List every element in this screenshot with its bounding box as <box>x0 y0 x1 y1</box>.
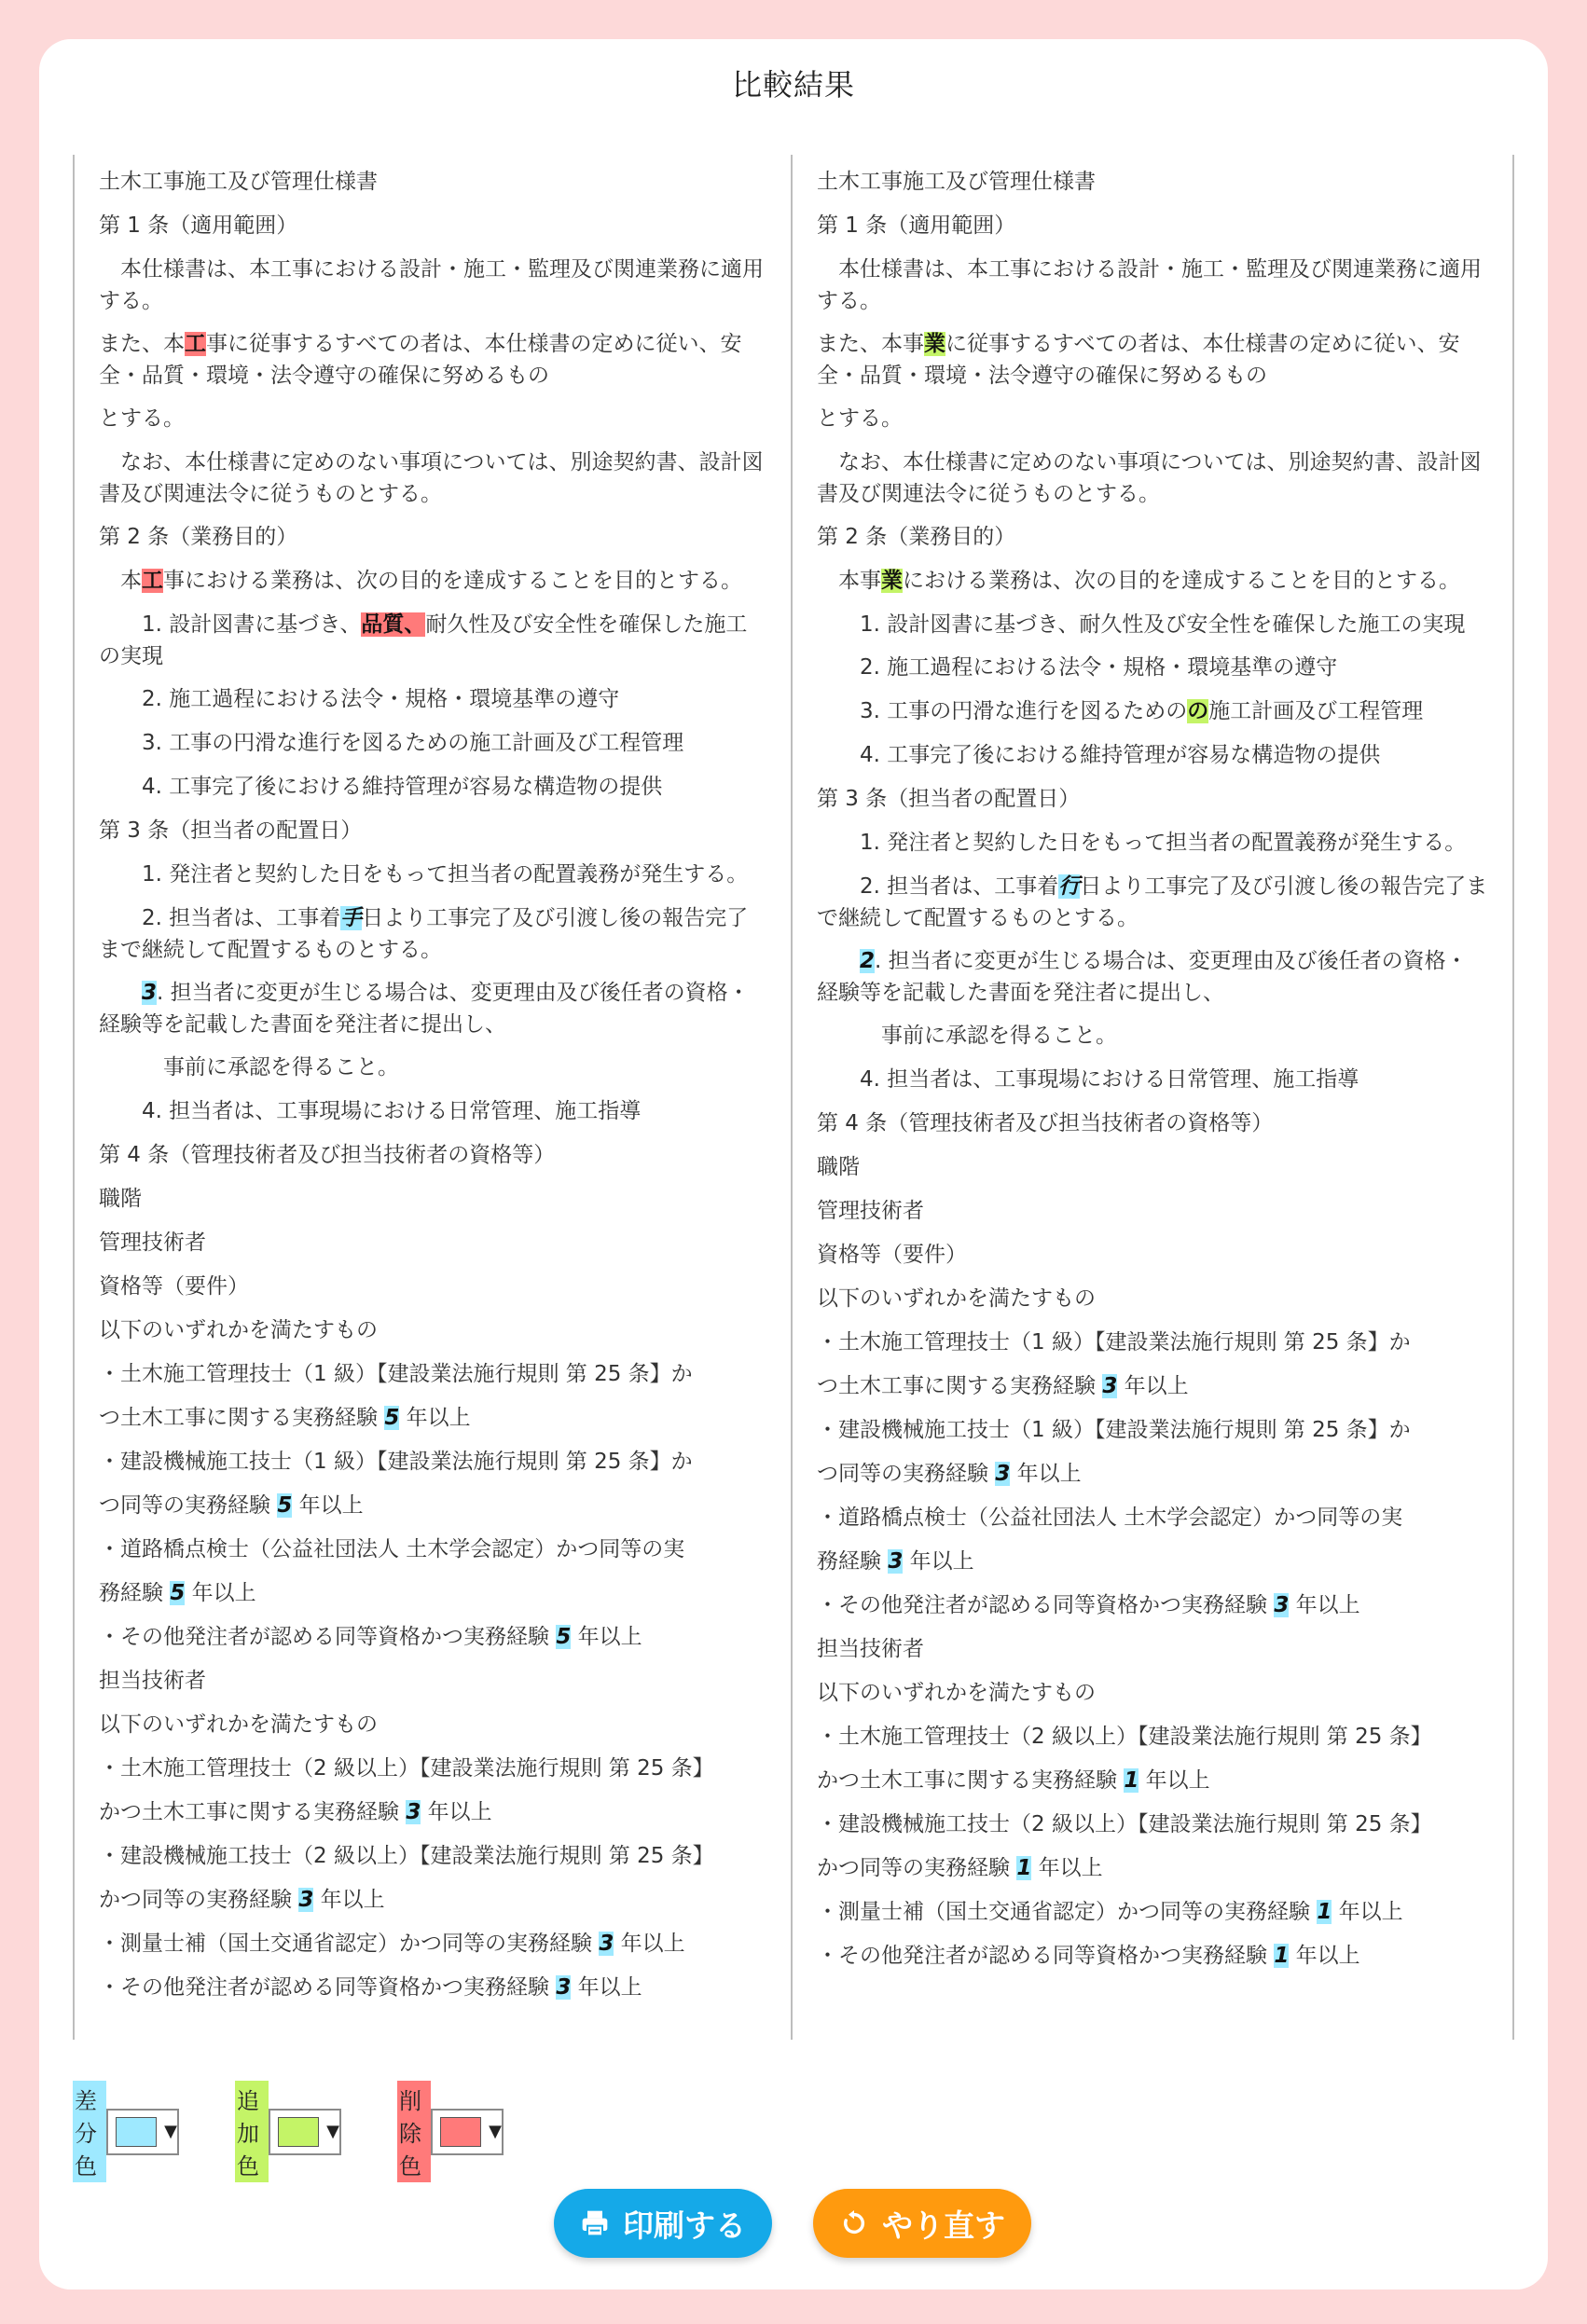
text-segment: 年以上 <box>1332 1900 1403 1924</box>
result-card <box>39 39 1548 2290</box>
text-line <box>99 1840 766 1872</box>
text-segment: 2. 施工過程における法令・規格・環境基準の遵守 <box>99 687 620 711</box>
text-segment: 務経験 <box>817 1549 889 1574</box>
text-line <box>99 521 766 553</box>
text-segment: 4. 工事完了後における維持管理が容易な構造物の提供 <box>99 775 663 799</box>
diff-highlight: 5 <box>384 1406 400 1430</box>
text-segment: 第 2 条（業務目的） <box>99 525 298 549</box>
text-line <box>99 1884 766 1916</box>
text-segment: 年以上 <box>313 1888 385 1912</box>
text-line <box>817 166 1488 198</box>
text-line <box>99 902 766 966</box>
text-line <box>99 1314 766 1346</box>
text-line <box>99 1533 766 1565</box>
text-segment: 4. 工事完了後における維持管理が容易な構造物の提供 <box>817 743 1381 767</box>
text-segment: 管理技術者 <box>99 1231 206 1255</box>
text-segment: 第 1 条（適用範囲） <box>99 213 298 238</box>
text-segment: ・道路橋点検士（公益社団法人 土木学会認定）かつ同等の実 <box>817 1506 1403 1530</box>
text-segment: 2. 担当者は、工事着 <box>817 874 1059 899</box>
diff-highlight: 1 <box>1016 1856 1032 1880</box>
text-line <box>817 1195 1488 1227</box>
text-line <box>817 783 1488 815</box>
text-line <box>817 1546 1488 1577</box>
text-segment: . 担当者に変更が生じる場合は、変更理由及び後任者の資格・経験等を記載した書面を発注者に提出し、 <box>99 981 750 1037</box>
text-segment: 土木工事施工及び管理仕様書 <box>817 170 1096 194</box>
text-line <box>99 1095 766 1127</box>
text-line <box>99 1490 766 1521</box>
text-segment: 本仕様書は、本工事における設計・施工・監理及び関連業務に適用する。 <box>817 257 1482 313</box>
text-line <box>817 1064 1488 1095</box>
text-segment: 1. 設計図書に基づき、 <box>99 612 362 637</box>
text-line <box>99 1972 766 2003</box>
text-line <box>817 1414 1488 1446</box>
page-title: 比較結果 <box>731 67 855 103</box>
text-segment: 1. 発注者と契約した日をもって担当者の配置義務が発生する。 <box>99 862 749 887</box>
text-segment: ・その他発注者が認める同等資格かつ実務経験 <box>817 1944 1275 1968</box>
text-line <box>99 1402 766 1434</box>
text-line <box>817 1896 1488 1928</box>
text-segment: 土木工事施工及び管理仕様書 <box>99 170 378 194</box>
text-segment: 以下のいずれかを満たすもの <box>99 1318 378 1342</box>
text-segment: 2. 施工過程における法令・規格・環境基準の遵守 <box>817 655 1338 680</box>
text-line <box>99 1446 766 1478</box>
text-segment: ・土木施工管理技士（2 級以上）【建設業法施行規則 第 25 条】 <box>99 1756 714 1781</box>
text-segment: 職階 <box>817 1155 860 1179</box>
text-line <box>99 815 766 846</box>
text-segment: かつ同等の実務経験 <box>99 1888 299 1912</box>
text-line <box>99 859 766 890</box>
text-line <box>817 1283 1488 1314</box>
text-segment: ・その他発注者が認める同等資格かつ実務経験 <box>99 1975 557 2000</box>
text-line <box>817 1151 1488 1183</box>
text-line <box>99 609 766 672</box>
text-segment: 事に従事するすべての者は、本仕様書の定めに従い、安全・品質・環境・法令遵守の確保に努めるもの <box>99 332 742 388</box>
text-line <box>817 652 1488 683</box>
delete-color-swatch <box>440 2117 481 2147</box>
text-line <box>99 1358 766 1390</box>
text-segment: 年以上 <box>903 1549 974 1574</box>
text-line <box>99 1621 766 1653</box>
chevron-down-icon: ▼ <box>326 2122 339 2141</box>
diff-highlight: 5 <box>170 1581 186 1605</box>
text-segment: 第 4 条（管理技術者及び担当技術者の資格等） <box>99 1143 556 1167</box>
text-segment <box>817 949 860 973</box>
text-segment: かつ土木工事に関する実務経験 <box>99 1800 407 1824</box>
text-segment: 管理技術者 <box>817 1199 924 1223</box>
text-segment: つ土木工事に関する実務経験 <box>99 1406 385 1430</box>
text-segment: 年以上 <box>1117 1374 1189 1398</box>
text-segment: 第 4 条（管理技術者及び担当技術者の資格等） <box>817 1111 1274 1135</box>
text-line <box>99 403 766 434</box>
diff-highlight: 5 <box>277 1493 293 1518</box>
diff-highlight: 5 <box>556 1625 572 1649</box>
text-line <box>817 328 1488 392</box>
text-segment: ・土木施工管理技士（2 級以上）【建設業法施行規則 第 25 条】 <box>817 1725 1432 1749</box>
text-line <box>817 945 1488 1009</box>
text-segment: 第 1 条（適用範囲） <box>817 213 1016 238</box>
diff-color-picker[interactable] <box>106 2109 179 2155</box>
text-line <box>99 683 766 715</box>
text-line <box>817 1633 1488 1665</box>
text-segment: 担当技術者 <box>817 1637 924 1661</box>
diff-highlight: 3 <box>406 1800 421 1824</box>
text-segment: 本仕様書は、本工事における設計・施工・監理及び関連業務に適用する。 <box>99 257 764 313</box>
text-line <box>99 1139 766 1171</box>
text-segment: ・建設機械施工技士（2 級以上）【建設業法施行規則 第 25 条】 <box>817 1812 1432 1836</box>
text-segment: 以下のいずれかを満たすもの <box>817 1286 1096 1311</box>
text-segment: 2. 担当者は、工事着 <box>99 906 341 930</box>
deleted-highlight: 工 <box>185 332 206 356</box>
text-segment: かつ土木工事に関する実務経験 <box>817 1768 1125 1793</box>
text-segment: 職階 <box>99 1187 142 1211</box>
text-segment: また、本 <box>99 332 185 356</box>
text-segment: また、本事 <box>817 332 924 356</box>
text-segment: ・その他発注者が認める同等資格かつ実務経験 <box>817 1593 1275 1617</box>
text-line <box>817 565 1488 597</box>
text-segment: なお、本仕様書に定めのない事項については、別途契約書、設計図書及び関連法令に従うものとする。 <box>817 450 1482 506</box>
text-segment: 本 <box>99 569 142 593</box>
diff-highlight: 手 <box>340 906 363 930</box>
add-color-picker[interactable] <box>269 2109 341 2155</box>
text-line <box>817 871 1488 934</box>
text-line <box>817 1721 1488 1753</box>
text-line <box>99 1052 766 1083</box>
text-line <box>99 1183 766 1215</box>
text-segment: 4. 担当者は、工事現場における日常管理、施工指導 <box>99 1099 642 1123</box>
text-segment: ・土木施工管理技士（1 級）【建設業法施行規則 第 25 条】か <box>99 1362 693 1386</box>
delete-color-picker[interactable] <box>431 2109 504 2155</box>
text-segment: 施工計画及び工程管理 <box>1208 699 1424 723</box>
text-segment: ・測量士補（国土交通省認定）かつ同等の実務経験 <box>817 1900 1318 1924</box>
text-segment: 年以上 <box>1289 1593 1360 1617</box>
diff-highlight: 1 <box>1124 1768 1139 1793</box>
text-line <box>99 328 766 392</box>
revised-text-column <box>793 155 1514 2040</box>
text-segment: とする。 <box>99 406 185 431</box>
text-line <box>99 1709 766 1740</box>
chevron-down-icon: ▼ <box>489 2122 502 2141</box>
text-segment: 耐久性及び安全性を確保した施工の実現 <box>99 612 748 668</box>
diff-color-swatch <box>116 2117 157 2147</box>
text-line <box>817 447 1488 510</box>
text-line <box>99 1928 766 1960</box>
text-line <box>99 977 766 1040</box>
diff-highlight: 3 <box>888 1549 904 1574</box>
text-segment: ・道路橋点検士（公益社団法人 土木学会認定）かつ同等の実 <box>99 1537 685 1561</box>
text-line <box>99 1271 766 1302</box>
delete-color-label: 削除色 <box>397 2081 431 2182</box>
text-segment: 務経験 <box>99 1581 171 1605</box>
text-segment: 事における業務は、次の目的を達成することを目的とする。 <box>163 569 742 593</box>
text-segment: に従事するすべての者は、本仕様書の定めに従い、安全・品質・環境・法令遵守の確保に努めるもの <box>817 332 1460 388</box>
text-segment: 本事 <box>817 569 881 593</box>
text-segment: 年以上 <box>399 1406 471 1430</box>
text-segment: 担当技術者 <box>99 1669 206 1693</box>
deleted-highlight: 品質、 <box>361 612 426 637</box>
text-segment: とする。 <box>817 406 903 431</box>
text-segment: 以下のいずれかを満たすもの <box>99 1712 378 1737</box>
text-segment: 資格等（要件） <box>817 1243 967 1267</box>
text-line <box>99 1227 766 1258</box>
diff-highlight: 1 <box>1274 1944 1290 1968</box>
text-line <box>99 166 766 198</box>
add-color-swatch <box>278 2117 319 2147</box>
diff-highlight: 3 <box>995 1462 1011 1486</box>
text-line <box>817 1852 1488 1884</box>
text-line <box>817 210 1488 241</box>
text-line <box>817 609 1488 640</box>
diff-highlight: 1 <box>1317 1900 1332 1924</box>
text-segment: 年以上 <box>421 1800 492 1824</box>
text-segment: 1. 設計図書に基づき、耐久性及び安全性を確保した施工の実現 <box>860 612 1466 637</box>
text-segment: ・土木施工管理技士（1 級）【建設業法施行規則 第 25 条】か <box>817 1330 1411 1355</box>
text-segment: ・建設機械施工技士（2 級以上）【建設業法施行規則 第 25 条】 <box>99 1844 714 1868</box>
diff-highlight: 3 <box>599 1932 614 1956</box>
text-line <box>817 1020 1488 1052</box>
text-line <box>817 521 1488 553</box>
printer-icon <box>580 2208 610 2238</box>
text-segment: 以下のいずれかを満たすもの <box>817 1681 1096 1705</box>
text-segment: ・建設機械施工技士（1 級）【建設業法施行規則 第 25 条】か <box>817 1418 1411 1442</box>
diff-color-label: 差分色 <box>73 2081 106 2182</box>
text-segment: 第 3 条（担当者の配置日） <box>99 818 363 843</box>
text-line <box>99 1796 766 1828</box>
text-line <box>817 1940 1488 1972</box>
text-line <box>817 1677 1488 1709</box>
text-line <box>817 1765 1488 1796</box>
text-segment: 年以上 <box>571 1975 642 2000</box>
retry-button-label: やり直す <box>882 2207 1005 2244</box>
text-segment: 年以上 <box>185 1581 256 1605</box>
text-segment: なお、本仕様書に定めのない事項については、別途契約書、設計図書及び関連法令に従うものとする。 <box>99 450 764 506</box>
text-line <box>817 695 1488 727</box>
text-segment: 年以上 <box>1289 1944 1360 1968</box>
added-highlight: の <box>1187 699 1209 723</box>
add-color-setting <box>235 2081 341 2182</box>
text-line <box>99 210 766 241</box>
diff-color-setting <box>73 2081 179 2182</box>
text-line <box>817 254 1488 317</box>
text-segment: 日より工事完了及び引渡し後の報告完了まで継続して配置するものとする。 <box>99 906 749 962</box>
refresh-icon <box>839 2208 869 2238</box>
text-segment: ・測量士補（国土交通省認定）かつ同等の実務経験 <box>99 1932 600 1956</box>
text-segment: 年以上 <box>571 1625 642 1649</box>
text-segment: かつ同等の実務経験 <box>817 1856 1017 1880</box>
text-segment: における業務は、次の目的を達成することを目的とする。 <box>903 569 1460 593</box>
text-line <box>99 771 766 803</box>
diff-highlight: 3 <box>142 981 158 1005</box>
added-highlight: 業 <box>881 569 903 593</box>
text-line <box>99 254 766 317</box>
add-color-label: 追加色 <box>235 2081 269 2182</box>
text-line <box>99 447 766 510</box>
text-segment: 事前に承認を得ること。 <box>817 1024 1117 1048</box>
text-segment: 日より工事完了及び引渡し後の報告完了まで継続して配置するものとする。 <box>817 874 1488 930</box>
added-highlight: 業 <box>924 332 945 356</box>
text-segment: 年以上 <box>614 1932 685 1956</box>
text-line <box>99 1665 766 1697</box>
text-line <box>817 1107 1488 1139</box>
chevron-down-icon: ▼ <box>164 2122 177 2141</box>
text-segment: 3. 工事の円滑な進行を図るための施工計画及び工程管理 <box>99 731 684 755</box>
text-segment: 年以上 <box>1031 1856 1103 1880</box>
comparison-area <box>73 155 1514 2040</box>
text-segment: ・建設機械施工技士（1 級）【建設業法施行規則 第 25 条】か <box>99 1450 693 1474</box>
text-segment: 年以上 <box>1010 1462 1082 1486</box>
text-line <box>99 565 766 597</box>
text-line <box>817 1239 1488 1271</box>
text-line <box>99 727 766 759</box>
text-segment <box>99 981 142 1005</box>
text-line <box>817 827 1488 859</box>
text-line <box>817 739 1488 771</box>
text-line <box>817 1370 1488 1402</box>
text-segment: 事前に承認を得ること。 <box>99 1055 399 1079</box>
retry-button[interactable] <box>813 2189 1031 2258</box>
text-segment: . 担当者に変更が生じる場合は、変更理由及び後任者の資格・経験等を記載した書面を発注者に提出し、 <box>817 949 1468 1005</box>
text-segment: ・その他発注者が認める同等資格かつ実務経験 <box>99 1625 557 1649</box>
text-segment: 4. 担当者は、工事現場における日常管理、施工指導 <box>817 1067 1359 1092</box>
text-line <box>99 1577 766 1609</box>
original-text-column <box>73 155 793 2040</box>
text-segment: 1. 発注者と契約した日をもって担当者の配置義務が発生する。 <box>817 831 1467 855</box>
text-line <box>817 1327 1488 1358</box>
text-line <box>817 1502 1488 1533</box>
diff-highlight: 3 <box>298 1888 314 1912</box>
text-segment: 年以上 <box>1138 1768 1210 1793</box>
text-line <box>817 1589 1488 1621</box>
text-segment: 第 3 条（担当者の配置日） <box>817 787 1081 811</box>
diff-highlight: 3 <box>1274 1593 1290 1617</box>
diff-highlight: 3 <box>1102 1374 1118 1398</box>
text-segment: 年以上 <box>292 1493 364 1518</box>
delete-color-setting <box>397 2081 504 2182</box>
text-line <box>817 1458 1488 1490</box>
diff-highlight: 3 <box>556 1975 572 2000</box>
print-button[interactable] <box>554 2189 772 2258</box>
diff-highlight: 2 <box>860 949 876 973</box>
text-line <box>817 1808 1488 1840</box>
text-line <box>99 1753 766 1784</box>
diff-highlight: 行 <box>1058 874 1081 899</box>
text-line <box>817 403 1488 434</box>
text-segment: 3. 工事の円滑な進行を図るための <box>817 699 1188 723</box>
text-segment: 資格等（要件） <box>99 1274 249 1299</box>
text-segment: 第 2 条（業務目的） <box>817 525 1016 549</box>
print-button-label: 印刷する <box>623 2207 746 2244</box>
text-segment: つ同等の実務経験 <box>817 1462 996 1486</box>
text-segment: つ土木工事に関する実務経験 <box>817 1374 1103 1398</box>
text-segment: つ同等の実務経験 <box>99 1493 278 1518</box>
deleted-highlight: 工 <box>142 569 163 593</box>
